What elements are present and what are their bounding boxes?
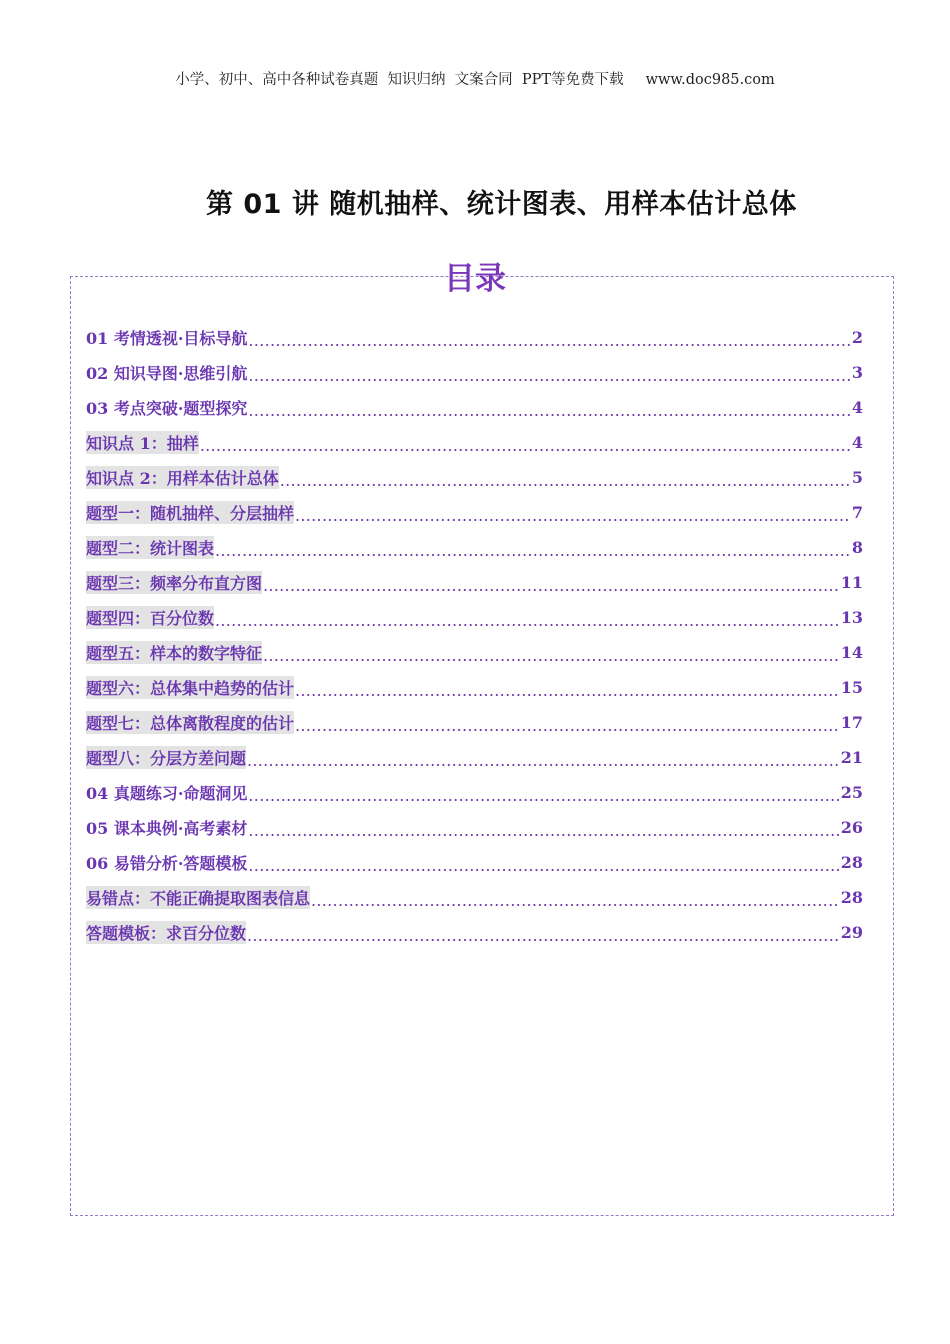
toc-entry[interactable] [86,565,863,600]
toc-entry-label: 05 课本典例·高考素材 [86,819,248,838]
toc-entry-page: 14 [840,643,863,662]
toc-leader-dots [215,611,840,630]
toc-entry-label: 题型五：样本的数字特征 [86,641,262,664]
toc-entry-page: 4 [851,433,863,452]
toc-entry-label: 题型六：总体集中趋势的估计 [86,676,294,699]
toc-entry-page: 17 [840,713,863,732]
toc-entry-page: 28 [840,853,863,872]
toc-leader-dots [248,856,839,875]
toc-leader-dots [295,681,840,700]
toc-entry-label: 02 知识导图·思维引航 [86,364,248,383]
toc-entry-label: 题型二：统计图表 [86,536,214,559]
toc-entry-page: 29 [840,923,863,942]
toc-leader-dots [295,506,851,525]
toc-entry-label: 知识点 2：用样本估计总体 [86,466,279,489]
document-title: 第 01 讲 随机抽样、统计图表、用样本估计总体 [206,189,797,220]
toc-entry[interactable] [86,600,863,635]
toc-entry-label: 题型三：频率分布直方图 [86,571,262,594]
toc-entry[interactable] [86,740,863,775]
toc-leader-dots [247,926,840,945]
toc-entry-page: 25 [840,783,863,802]
header-text: 小学、初中、高中各种试卷真题 知识归纳 文案合同 PPT等免费下载 [175,72,624,88]
toc-entry[interactable] [86,425,863,460]
toc-entry-label: 01 考情透视·目标导航 [86,329,248,348]
toc-leader-dots [311,891,840,910]
toc-leader-dots [215,541,851,560]
toc-entry[interactable] [86,880,863,915]
toc-entry-page: 2 [851,328,863,347]
toc-entry[interactable] [86,915,863,950]
toc-entry[interactable] [86,355,863,390]
toc-entry-label: 题型八：分层方差问题 [86,746,246,769]
toc-leader-dots [248,401,850,420]
toc-entry-label: 题型七：总体离散程度的估计 [86,711,294,734]
toc-leader-dots [248,786,839,805]
toc-entry-page: 26 [840,818,863,837]
toc-entry-page: 15 [840,678,863,697]
toc-entry-page: 3 [851,363,863,382]
toc-entry[interactable] [86,670,863,705]
toc-entry[interactable] [86,775,863,810]
header-url[interactable]: www.doc985.com [645,72,775,88]
toc-entry-page: 4 [851,398,863,417]
toc-leader-dots [248,331,850,350]
toc-entry[interactable] [86,460,863,495]
toc-entry-page: 7 [851,503,863,522]
page-header [0,68,950,89]
toc-entry-page: 8 [851,538,863,557]
toc-entry-label: 题型一：随机抽样、分层抽样 [86,501,294,524]
toc-entry-label: 04 真题练习·命题洞见 [86,784,248,803]
toc-entry-label: 知识点 1：抽样 [86,431,199,454]
toc-list [86,320,863,950]
toc-leader-dots [295,716,840,735]
toc-entry[interactable] [86,845,863,880]
toc-entry-label: 03 考点突破·题型探究 [86,399,248,418]
toc-leader-dots [248,366,850,385]
toc-entry-page: 5 [851,468,863,487]
toc-heading: 目录 [444,261,506,297]
toc-entry[interactable] [86,810,863,845]
toc-entry-page: 21 [840,748,863,767]
toc-entry[interactable] [86,495,863,530]
toc-entry[interactable] [86,705,863,740]
toc-entry-page: 11 [840,573,863,592]
toc-entry[interactable] [86,635,863,670]
toc-leader-dots [280,471,851,490]
toc-entry-label: 易错点：不能正确提取图表信息 [86,886,310,909]
toc-leader-dots [200,436,851,455]
toc-entry-label: 答题模板：求百分位数 [86,921,246,944]
toc-entry-page: 28 [840,888,863,907]
toc-entry[interactable] [86,320,863,355]
toc-leader-dots [248,821,839,840]
toc-leader-dots [247,751,840,770]
toc-entry[interactable] [86,530,863,565]
toc-entry[interactable] [86,390,863,425]
toc-entry-label: 06 易错分析·答题模板 [86,854,248,873]
toc-entry-page: 13 [840,608,863,627]
toc-leader-dots [263,576,840,595]
toc-entry-label: 题型四：百分位数 [86,606,214,629]
toc-leader-dots [263,646,840,665]
